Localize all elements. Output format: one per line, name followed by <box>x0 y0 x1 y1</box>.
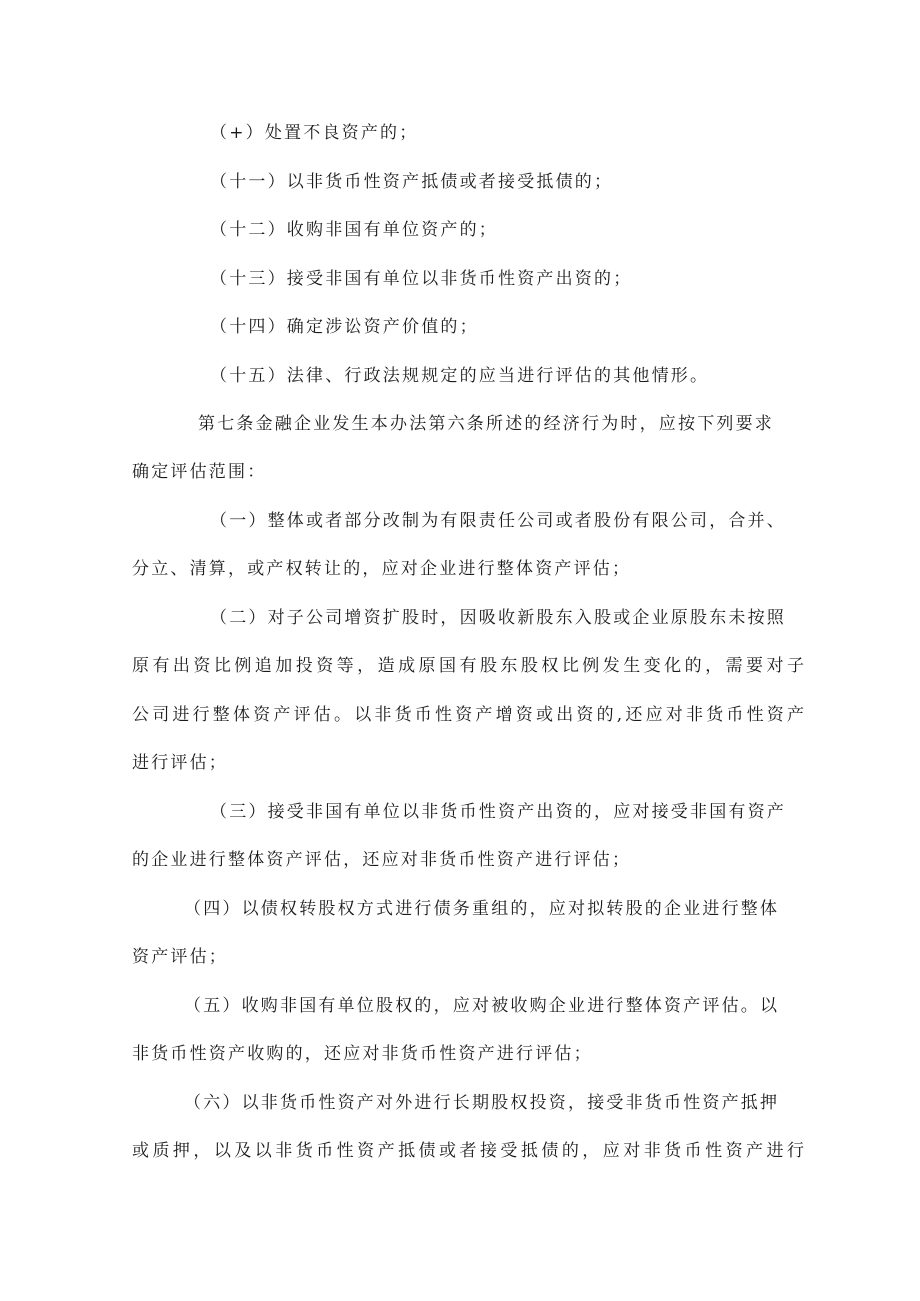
article-7-line-2: 确定评估范围： <box>132 462 267 482</box>
item-3-line-1: （三）接受非国有单位以非货币性资产出资的，应对接受非国有资产 <box>210 802 786 822</box>
clause-14: （十四）确定涉讼资产价值的； <box>210 317 479 337</box>
item-5-line-1: （五）收购非国有单位股权的，应对被收购企业进行整体资产评估。以 <box>184 996 780 1016</box>
clause-10: （+）处置不良资产的； <box>210 123 419 143</box>
article-7-line-1: 第七条金融企业发生本办法第六条所述的经济行为时，应按下列要求 <box>198 414 774 434</box>
clause-12: （十二）收购非国有单位资产的； <box>210 220 498 240</box>
item-6-line-1: （六）以非货币性资产对外进行长期股权投资，接受非货币性资产抵押 <box>184 1093 780 1113</box>
clause-11: （十一）以非货币性资产抵债或者接受抵债的； <box>210 172 614 192</box>
item-4-line-1: （四）以债权转股权方式进行债务重组的，应对拟转股的企业进行整体 <box>184 899 780 919</box>
item-4-line-2: 资产评估； <box>132 947 228 967</box>
clause-15: （十五）法律、行政法规规定的应当进行评估的其他情形。 <box>210 366 710 386</box>
clause-13: （十三）接受非国有单位以非货币性资产出资的； <box>210 269 633 289</box>
item-2-line-3: 公司进行整体资产评估。以非货币性资产增资或出资的,还应对非货币性资产 <box>132 705 804 725</box>
item-1-line-2: 分立、清算，或产权转让的，应对企业进行整体资产评估； <box>132 559 632 579</box>
item-6-line-2: 或质押，以及以非货币性资产抵债或者接受抵债的，应对非货币性资产进行 <box>132 1141 804 1161</box>
item-1-line-1: （一）整体或者部分改制为有限责任公司或者股份有限公司，合并、 <box>210 511 786 531</box>
item-5-line-2: 非货币性资产收购的，还应对非货币性资产进行评估； <box>132 1044 593 1064</box>
item-2-line-2: 原有出资比例追加投资等，造成原国有股东股权比例发生变化的，需要对子 <box>132 656 804 676</box>
item-2-line-1: （二）对子公司增资扩股时，因吸收新股东入股或企业原股东未按照 <box>210 608 786 628</box>
item-3-line-2: 的企业进行整体资产评估，还应对非货币性资产进行评估； <box>132 850 632 870</box>
item-2-line-4: 进行评估； <box>132 753 228 773</box>
